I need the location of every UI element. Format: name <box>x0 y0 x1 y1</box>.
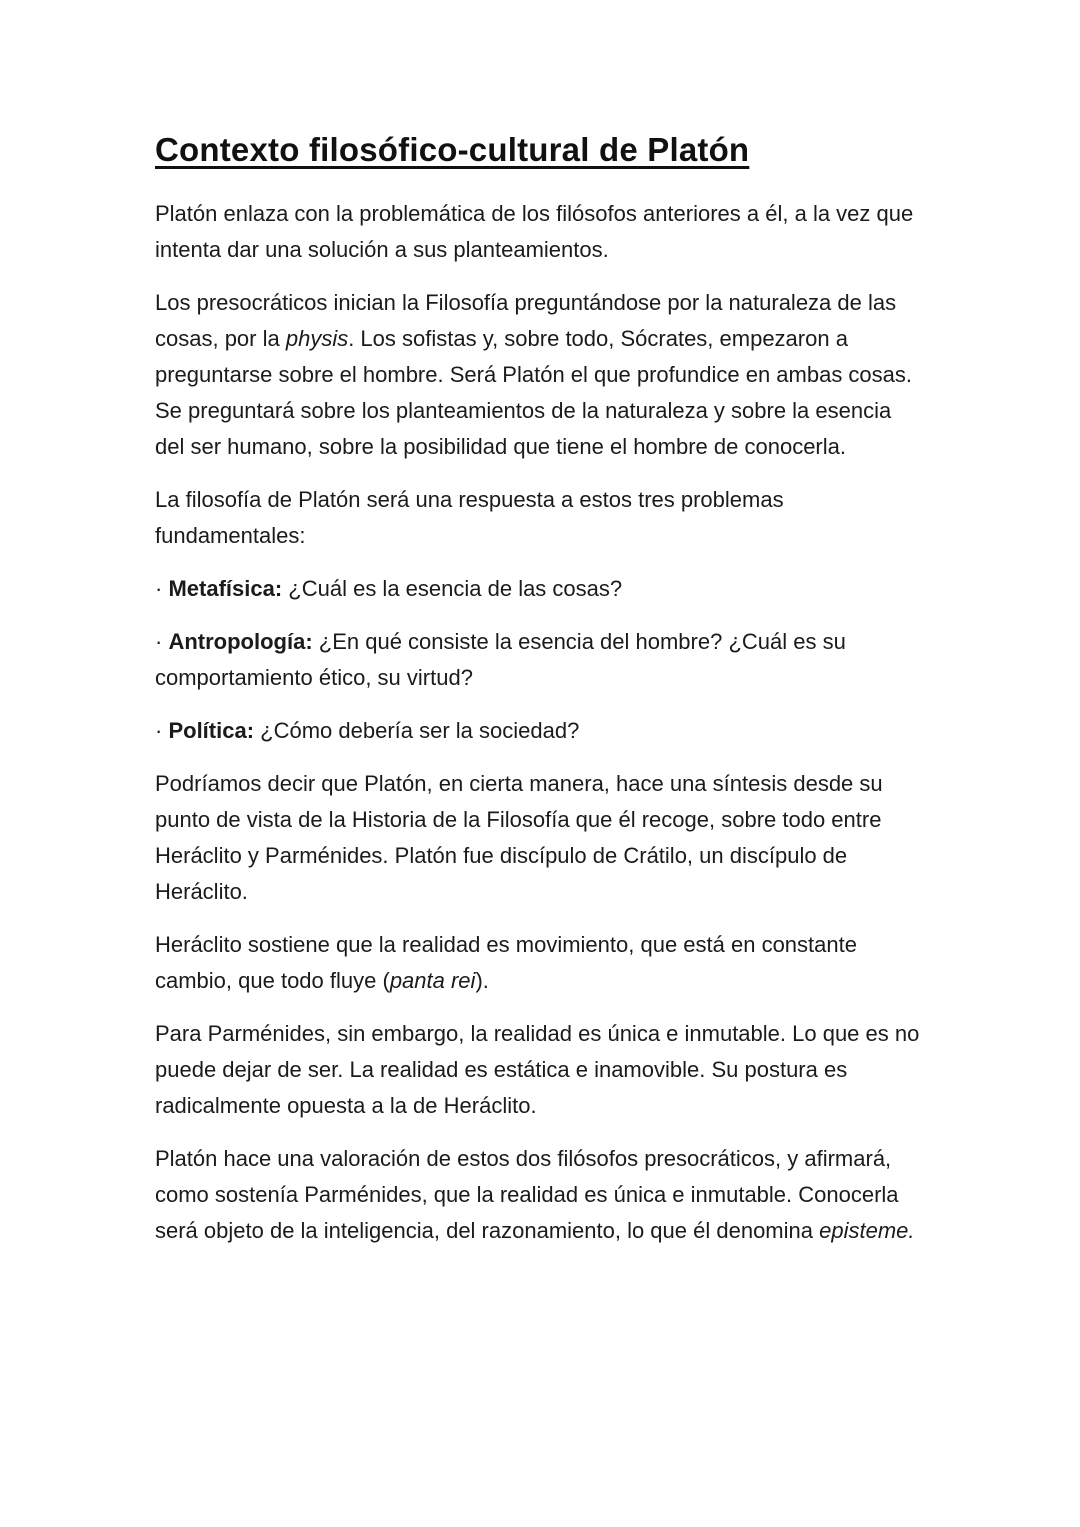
text-run-italic: episteme. <box>819 1218 915 1243</box>
text-run: Podríamos decir que Platón, en cierta manera, hace una síntesis desde su punto de vista de la Historia de la Filosofía que él recoge, sobre todo entre Heráclito y Parménides. Platón fue discípulo de Crátilo, un discípulo de Heráclito. <box>155 771 883 904</box>
text-run: Para Parménides, sin embargo, la realidad es única e inmutable. Lo que es no puede dejar de ser. La realidad es estática e inamovible. Su postura es radicalmente opuesta a la de Heráclito. <box>155 1021 920 1118</box>
text-run-bold: Política: <box>168 718 255 743</box>
text-run: Platón hace una valoración de estos dos filósofos presocráticos, y afirmará, como sostenía Parménides, que la realidad es única e inmutable. Conocerla será objeto de la inteligencia, del razonamiento, lo que él denomina <box>155 1146 899 1243</box>
text-run: Los presocráticos inician la Filosofía preguntándose por la naturaleza de las cosas, por la <box>155 290 897 351</box>
paragraph <box>155 1016 925 1124</box>
document-title: Contexto filosófico-cultural de Platón <box>155 131 750 168</box>
text-run: ¿Cuál es la esencia de las cosas? <box>282 576 623 601</box>
text-run-italic: panta rei <box>389 968 476 993</box>
paragraph <box>155 196 925 268</box>
bullet-marker: · <box>155 576 169 601</box>
paragraph <box>155 482 925 554</box>
paragraph <box>155 927 925 999</box>
text-run: ¿En qué consiste la esencia del hombre? ¿Cuál es su comportamiento ético, su virtud? <box>155 629 846 690</box>
text-run-bold: Antropología: <box>168 629 313 654</box>
text-run: . Los sofistas y, sobre todo, Sócrates, empezaron a preguntarse sobre el hombre. Será Platón el que profundice en ambas cosas. Se preguntará sobre los planteamientos de la naturaleza y sobre la esencia del ser humano, sobre la posibilidad que tiene el hombre de conocerla. <box>155 326 913 459</box>
text-run-italic: physis <box>285 326 349 351</box>
text-run: Platón enlaza con la problemática de los filósofos anteriores a él, a la vez que intenta dar una solución a sus planteamientos. <box>155 201 914 262</box>
text-run: ¿Cómo debería ser la sociedad? <box>254 718 580 743</box>
bullet-paragraph <box>155 713 925 749</box>
bullet-marker: · <box>155 718 169 743</box>
text-run: La filosofía de Platón será una respuesta a estos tres problemas fundamentales: <box>155 487 784 548</box>
bullet-paragraph <box>155 571 925 607</box>
text-run-bold: Metafísica: <box>168 576 283 601</box>
bullet-paragraph <box>155 624 925 696</box>
text-run: Heráclito sostiene que la realidad es movimiento, que está en constante cambio, que todo fluye ( <box>155 932 857 993</box>
paragraph <box>155 766 925 910</box>
text-run: ). <box>475 968 489 993</box>
paragraph <box>155 285 925 465</box>
bullet-marker: · <box>155 629 169 654</box>
paragraph <box>155 1141 925 1249</box>
